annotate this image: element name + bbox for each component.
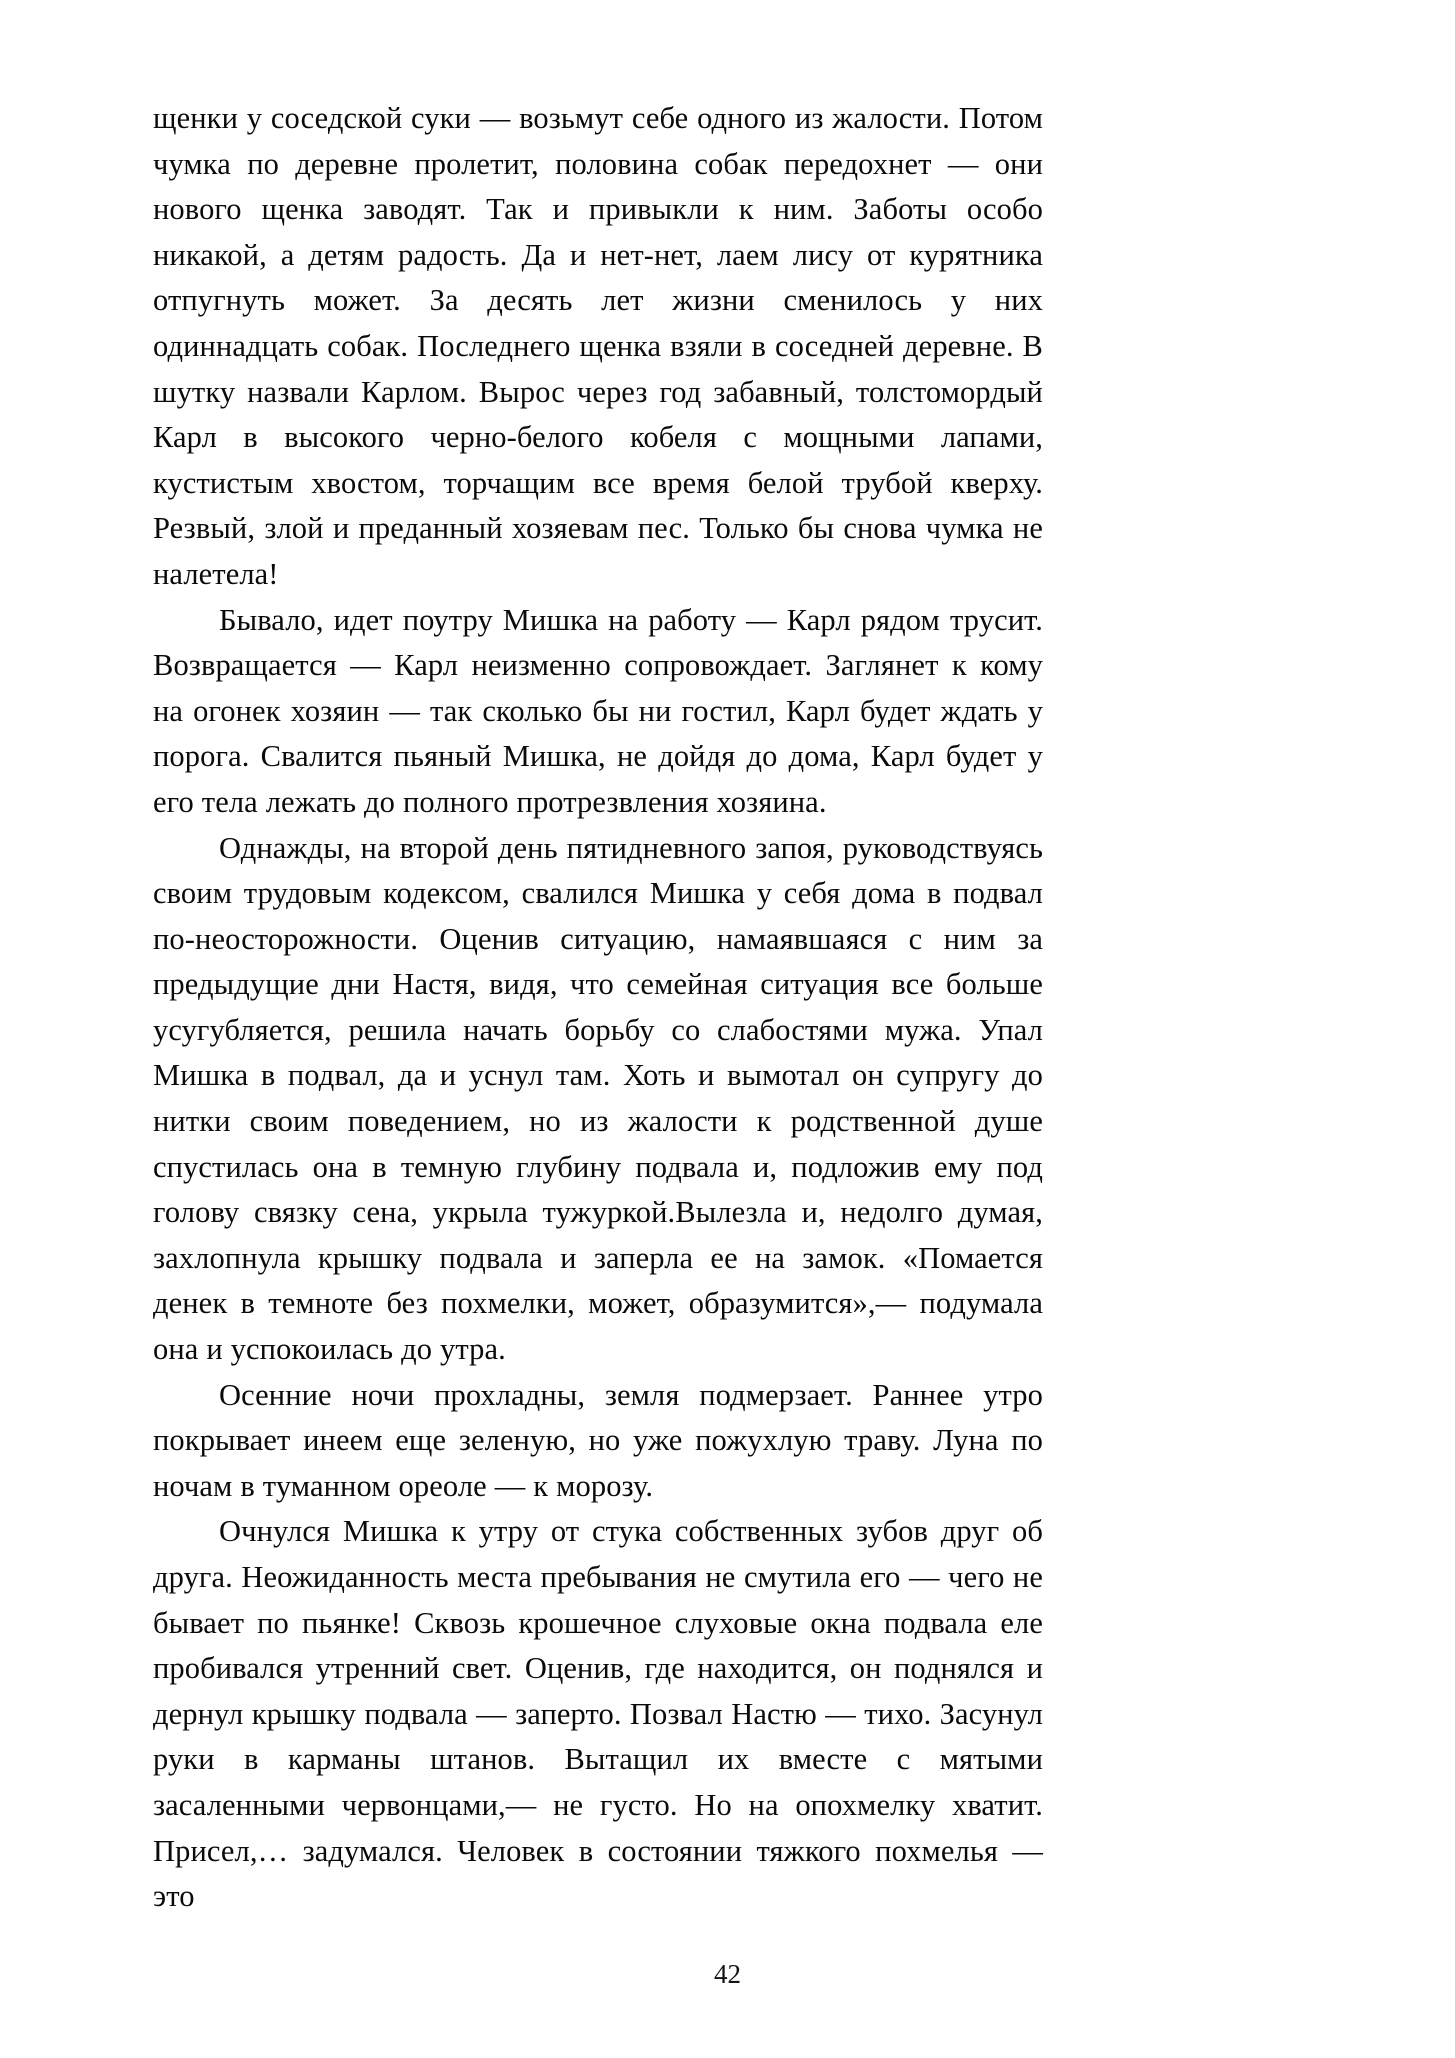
- body-text-block: [153, 96, 1043, 1965]
- paragraph-4: Осенние ночи прохладны, земля подмерзает. Раннее утро покрывает инеем еще зеленую, но уже пожухлую траву. Луна по ночам в туманном ореоле — к морозу.: [153, 1377, 1043, 1503]
- paragraph-3: Однажды, на второй день пятидневного запоя, руководствуясь своим трудовым кодексом, свалился Мишка у себя дома в подвал по-неосторожности. Оценив ситуацию, намаявшаяся с ним за предыдущие дни Настя, видя, что семейная ситуация все больше усугубляется, решила начать борьбу со слабостями мужа. Упал Мишка в подвал, да и уснул там. Хоть и вымотал он супругу до нитки своим поведением, но из жалости к родственной душе спустилась она в темную глубину подвала и, подложив ему под голову связку сена, укрыла тужуркой.Вылезла и, недолго думая, захлопнула крышку подвала и заперла ее на замок. «Помается денек в темноте без похмелки, может, образумится»,— подумала она и успокоилась до утра.: [153, 830, 1043, 1367]
- paragraph-1: щенки у соседской суки — возьмут себе одного из жалости. Потом чумка по деревне пролетит, половина собак передохнет — они нового щенка заводят. Так и привыкли к ним. Заботы особо никакой, а детям радость. Да и нет-нет, лаем лису от курятника отпугнуть может. За десять лет жизни сменилось у них одиннадцать собак. Последнего щенка взяли в соседней деревне. В шутку назвали Карлом. Вырос через год забавный, толстомордый Карл в высокого черно-белого кобеля с мощными лапами, кустистым хвостом, торчащим все время белой трубой кверху. Резвый, злой и преданный хозяевам пес. Только бы снова чумка не налетела!: [153, 101, 1043, 591]
- paragraph-2: Бывало, идет поутру Мишка на работу — Карл рядом трусит. Возвращается — Карл неизменно сопровождает. Заглянет к кому на огонек хозяин — так сколько бы ни гостил, Карл будет ждать у порога. Свалится пьяный Мишка, не дойдя до дома, Карл будет у его тела лежать до полного протрезвления хозяина.: [153, 602, 1043, 819]
- paragraph-5: Очнулся Мишка к утру от стука собственных зубов друг об друга. Неожиданность места пребывания не смутила его — чего не бывает по пьянке! Сквозь крошечное слуховые окна подвала еле пробивался утренний свет. Оценив, где находится, он поднялся и дернул крышку подвала — заперто. Позвал Настю — тихо. Засунул руки в карманы штанов. Вытащил их вместе с мятыми засаленными червонцами,— не густо. Но на опохмелку хватит. Присел,… задумался. Человек в состоянии тяжкого похмелья — это: [153, 1514, 1043, 1914]
- page-number: 42: [714, 1959, 741, 1989]
